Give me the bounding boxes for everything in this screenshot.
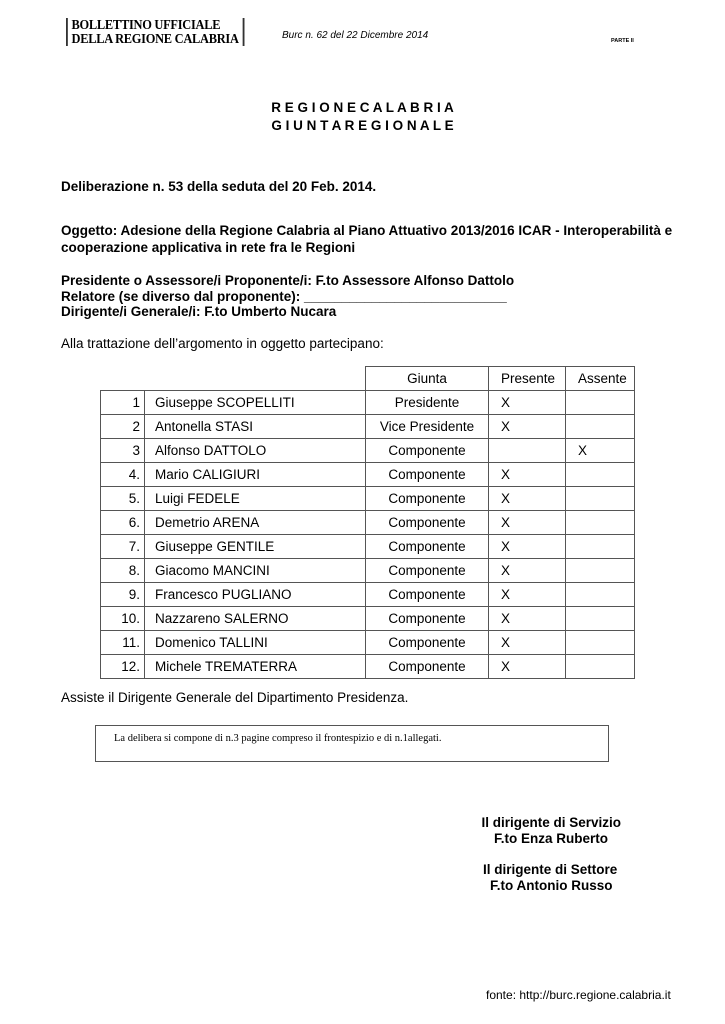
row-number: 11. [101,631,145,655]
header-giunta: Giunta [366,367,489,391]
note-text: La delibera si compone di n.3 pagine compreso il frontespizio e di n.1allegati. [114,733,442,744]
oggetto-line2: cooperazione applicativa in rete fra le Regioni [61,240,356,255]
member-role: Componente [366,607,489,631]
row-number: 6. [101,511,145,535]
table-row [101,439,635,463]
intro-text: Alla trattazione dell’argomento in oggetto partecipano: [61,336,384,351]
present-mark: X [489,535,566,559]
present-mark: X [489,583,566,607]
member-name: Alfonso DATTOLO [145,439,366,463]
table-row [101,535,635,559]
row-number: 2 [101,415,145,439]
member-role: Vice Presidente [366,415,489,439]
absent-mark [566,631,635,655]
absent-mark [566,415,635,439]
sign2-name: F.to Antonio Russo [490,878,613,893]
row-number: 10. [101,607,145,631]
deliberazione: Deliberazione n. 53 della seduta del 20 Feb. 2014. [61,179,377,194]
present-mark: X [489,391,566,415]
present-mark [489,439,566,463]
absent-mark [566,655,635,679]
table-row [101,631,635,655]
header-presente: Presente [489,367,566,391]
absent-mark [566,391,635,415]
presidente: Presidente o Assessore/i Proponente/i: F.to Assessore Alfonso Dattolo [61,273,515,288]
present-mark: X [489,655,566,679]
member-name: Giuseppe GENTILE [145,535,366,559]
present-mark: X [489,415,566,439]
table-row [101,415,635,439]
logo-line1: BOLLETTINO UFFICIALE [71,17,221,32]
member-role: Componente [366,559,489,583]
sign1-name: F.to Enza Ruberto [494,831,608,846]
oggetto-line1: Oggetto: Adesione della Regione Calabria al Piano Attuativo 2013/2016 ICAR - Interoperabilità e [61,223,673,238]
member-name: Giacomo MANCINI [145,559,366,583]
member-name: Domenico TALLINI [145,631,366,655]
bollettino-logo [66,18,244,46]
member-name: Antonella STASI [145,415,366,439]
absent-mark: X [566,439,635,463]
issue-info: Burc n. 62 del 22 Dicembre 2014 [282,30,429,41]
row-number: 7. [101,535,145,559]
part-label: PARTE II [611,38,634,44]
title-regione: R E G I O N E C A L A B R I A [271,100,454,115]
logo-line2: DELLA REGIONE CALABRIA [71,31,239,46]
absent-mark [566,559,635,583]
member-role: Componente [366,463,489,487]
present-mark: X [489,559,566,583]
present-mark: X [489,511,566,535]
absent-mark [566,607,635,631]
assiste-text: Assiste il Dirigente Generale del Dipartimento Presidenza. [61,690,409,705]
present-mark: X [489,487,566,511]
row-number: 3 [101,439,145,463]
absent-mark [566,487,635,511]
member-name: Luigi FEDELE [145,487,366,511]
member-role: Componente [366,631,489,655]
member-name: Michele TREMATERRA [145,655,366,679]
row-number: 9. [101,583,145,607]
member-role: Componente [366,511,489,535]
footer-source: fonte: http://burc.regione.calabria.it [486,988,671,1002]
sign1-title: Il dirigente di Servizio [481,815,621,830]
present-mark: X [489,463,566,487]
row-number: 1 [101,391,145,415]
title-giunta: G I U N T A R E G I O N A L E [271,118,454,133]
member-name: Mario CALIGIURI [145,463,366,487]
table-row [101,583,635,607]
table-row [101,607,635,631]
row-number: 5. [101,487,145,511]
row-number: 8. [101,559,145,583]
dirigente: Dirigente/i Generale/i: F.to Umberto Nucara [61,304,337,319]
member-role: Componente [366,583,489,607]
row-number: 4. [101,463,145,487]
present-mark: X [489,607,566,631]
member-role: Componente [366,655,489,679]
absent-mark [566,583,635,607]
table-header-row [101,367,635,391]
absent-mark [566,463,635,487]
absent-mark [566,511,635,535]
member-name: Francesco PUGLIANO [145,583,366,607]
member-role: Componente [366,439,489,463]
table-row [101,391,635,415]
attendance-table [100,366,635,679]
header-assente: Assente [566,367,635,391]
present-mark: X [489,631,566,655]
note-box [95,725,609,762]
member-role: Presidente [366,391,489,415]
member-name: Nazzareno SALERNO [145,607,366,631]
member-name: Demetrio ARENA [145,511,366,535]
absent-mark [566,535,635,559]
member-role: Componente [366,487,489,511]
table-row [101,655,635,679]
table-row [101,511,635,535]
table-row [101,559,635,583]
member-name: Giuseppe SCOPELLITI [145,391,366,415]
relatore: Relatore (se diverso dal proponente): ___________________________ [61,289,507,304]
sign2-title: Il dirigente di Settore [483,862,618,877]
table-row [101,463,635,487]
table-row [101,487,635,511]
member-role: Componente [366,535,489,559]
row-number: 12. [101,655,145,679]
